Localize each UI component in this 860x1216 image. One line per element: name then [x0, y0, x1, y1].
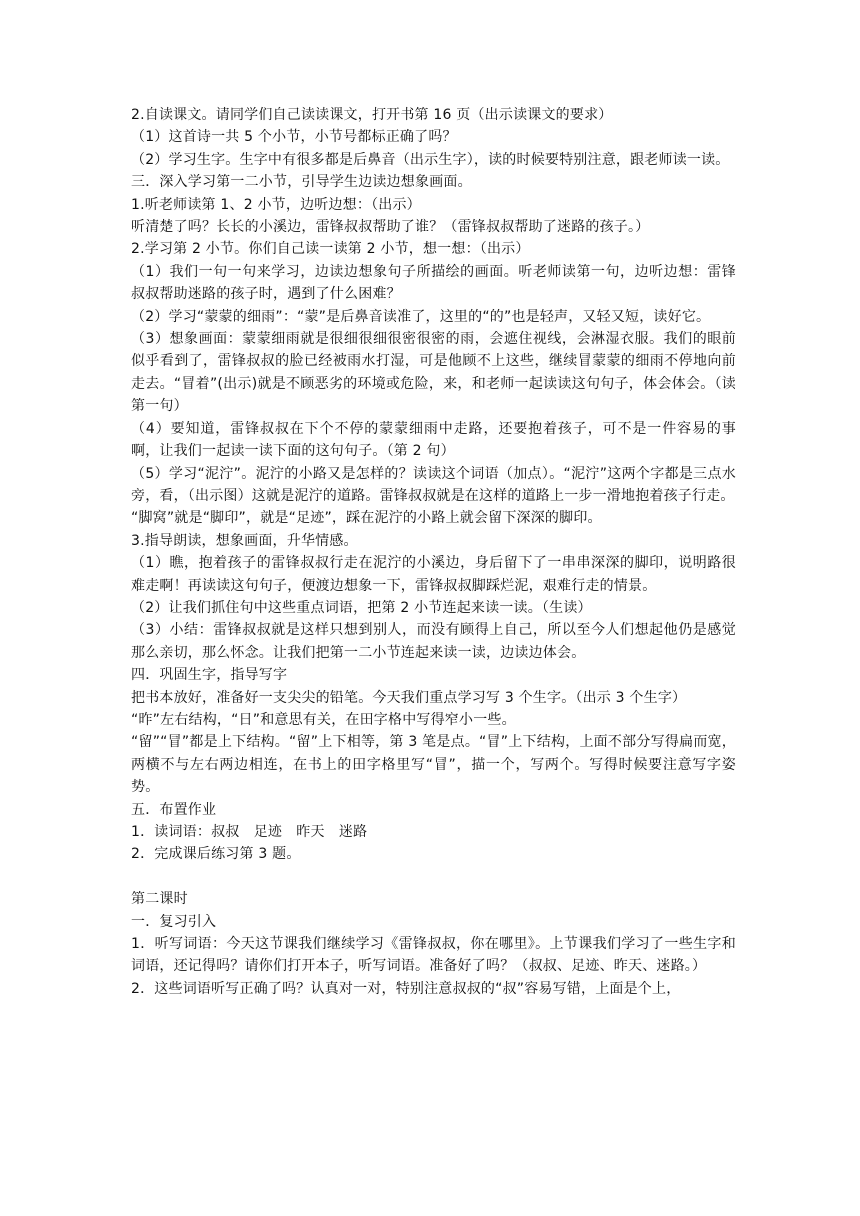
- paragraph-line: 把书本放好，准备好一支尖尖的铅笔。今天我们重点学习写 3 个生字。（出示 3 个生字）: [131, 689, 687, 706]
- paragraph-line: 2．完成课后练习第 3 题。: [131, 846, 301, 863]
- paragraph-line: 2．这些词语听写正确了吗？认真对一对，特别注意叔叔的“叔”容易写错，上面是个上，: [131, 980, 681, 997]
- paragraph-line: 2.学习第 2 小节。你们自己读一读第 2 小节，想一想：（出示）: [131, 241, 530, 258]
- paragraph-line: （1）这首诗一共 5 个小节，小节号都标正确了吗？: [131, 129, 457, 146]
- paragraph-line: “留”“冒”都是上下结构。“留”上下相等，第 3 笔是点。“冒”上下结构，上面不部分写得扁而宽，两横不与左右两边相连，在书上的田字格里写“冒”，描一个，写两个。写得时候要注意写字姿势。: [131, 734, 736, 796]
- section-heading: 三．深入学习第一二小节，引导学生边读边想象画面。: [131, 174, 472, 191]
- paragraph-line: （4）要知道，雷锋叔叔在下个不停的蒙蒙细雨中走路，还要抱着孩子，可不是一件容易的事啊，让我们一起读一读下面的这句句子。（第 2 句）: [131, 420, 736, 460]
- paragraph-line: （1）瞧，抱着孩子的雷锋叔叔行走在泥泞的小溪边，身后留下了一串串深深的脚印，说明路很难走啊！再读读这句句子，便渡边想象一下，雷锋叔叔脚踩烂泥，艰难行走的情景。: [131, 555, 736, 594]
- section-heading: 一．复习引入: [131, 913, 217, 930]
- paragraph-line: （3）想象画面：蒙蒙细雨就是很细很细很密很密的雨，会遮住视线，会淋湿衣服。我们的眼前似乎看到了，雷锋叔叔的脸已经被雨水打湿，可是他顾不上这些，继续冒蒙蒙的细雨不停地向前走去。“冒着”(出示)就是不顾恶劣的环境或危险，来，和老师一起读读这句句子，体会体会。（读第一句）: [131, 331, 736, 415]
- document-body: [131, 104, 736, 1000]
- paragraph-line: 1.听老师读第 1、2 小节，边听边想：（出示）: [131, 196, 421, 213]
- section-heading: 四．巩固生字，指导写字: [131, 667, 288, 684]
- paragraph-line: （2）学习生字。生字中有很多都是后鼻音（出示生字），读的时候要特别注意，跟老师读一读。: [131, 151, 730, 168]
- paragraph-line: “脚窝”就是“脚印”，就是“足迹”，踩在泥泞的小路上就会留下深深的脚印。: [131, 510, 602, 527]
- paragraph-line: （3）小结：雷锋叔叔就是这样只想到别人，而没有顾得上自己，所以至今人们想起他仍是感觉那么亲切，那么怀念。让我们把第一二小节连起来读一读，边读边体会。: [131, 622, 736, 661]
- lesson-heading: 第二课时: [131, 891, 188, 908]
- paragraph-line: （2）学习“蒙蒙的细雨”：“蒙”是后鼻音读准了，这里的“的”也是轻声，又轻又短，读好它。: [131, 308, 711, 325]
- paragraph-line: （5）学习“泥泞”。泥泞的小路又是怎样的？读读这个词语（加点）。“泥泞”这两个字都是三点水旁，看，（出示图）这就是泥泞的道路。雷锋叔叔就是在这样的道路上一步一滑地抱着孩子行走。: [131, 465, 736, 504]
- paragraph-line: 1．读词语：叔叔 足迹 昨天 迷路: [131, 824, 368, 840]
- section-heading: 五．布置作业: [131, 801, 217, 818]
- paragraph-line: 3.指导朗读，想象画面，升华情感。: [131, 532, 358, 549]
- blank-line: [131, 866, 736, 888]
- paragraph-line: “昨”左右结构，“日”和意思有关，在田字格中写得窄小一些。: [131, 711, 516, 728]
- paragraph-line: 1．听写词语：今天这节课我们继续学习《雷锋叔叔，你在哪里》。上节课我们学习了一些生字和词语，还记得吗？请你们打开本子，听写词语。准备好了吗？（叔叔、足迹、昨天、迷路。）: [131, 936, 736, 975]
- paragraph-line: （1）我们一句一句来学习，边读边想象句子所描绘的画面。听老师读第一句，边听边想：雷锋叔叔帮助迷路的孩子时，遇到了什么困难？: [131, 263, 736, 303]
- paragraph-line: 听清楚了吗？长长的小溪边，雷锋叔叔帮助了谁？（雷锋叔叔帮助了迷路的孩子。）: [131, 219, 650, 236]
- paragraph-line: 2.自读课文。请同学们自己读读课文，打开书第 16 页（出示读课文的要求）: [131, 107, 613, 123]
- paragraph-line: （2）让我们抓住句中这些重点词语，把第 2 小节连起来读一读。（生读）: [131, 599, 592, 616]
